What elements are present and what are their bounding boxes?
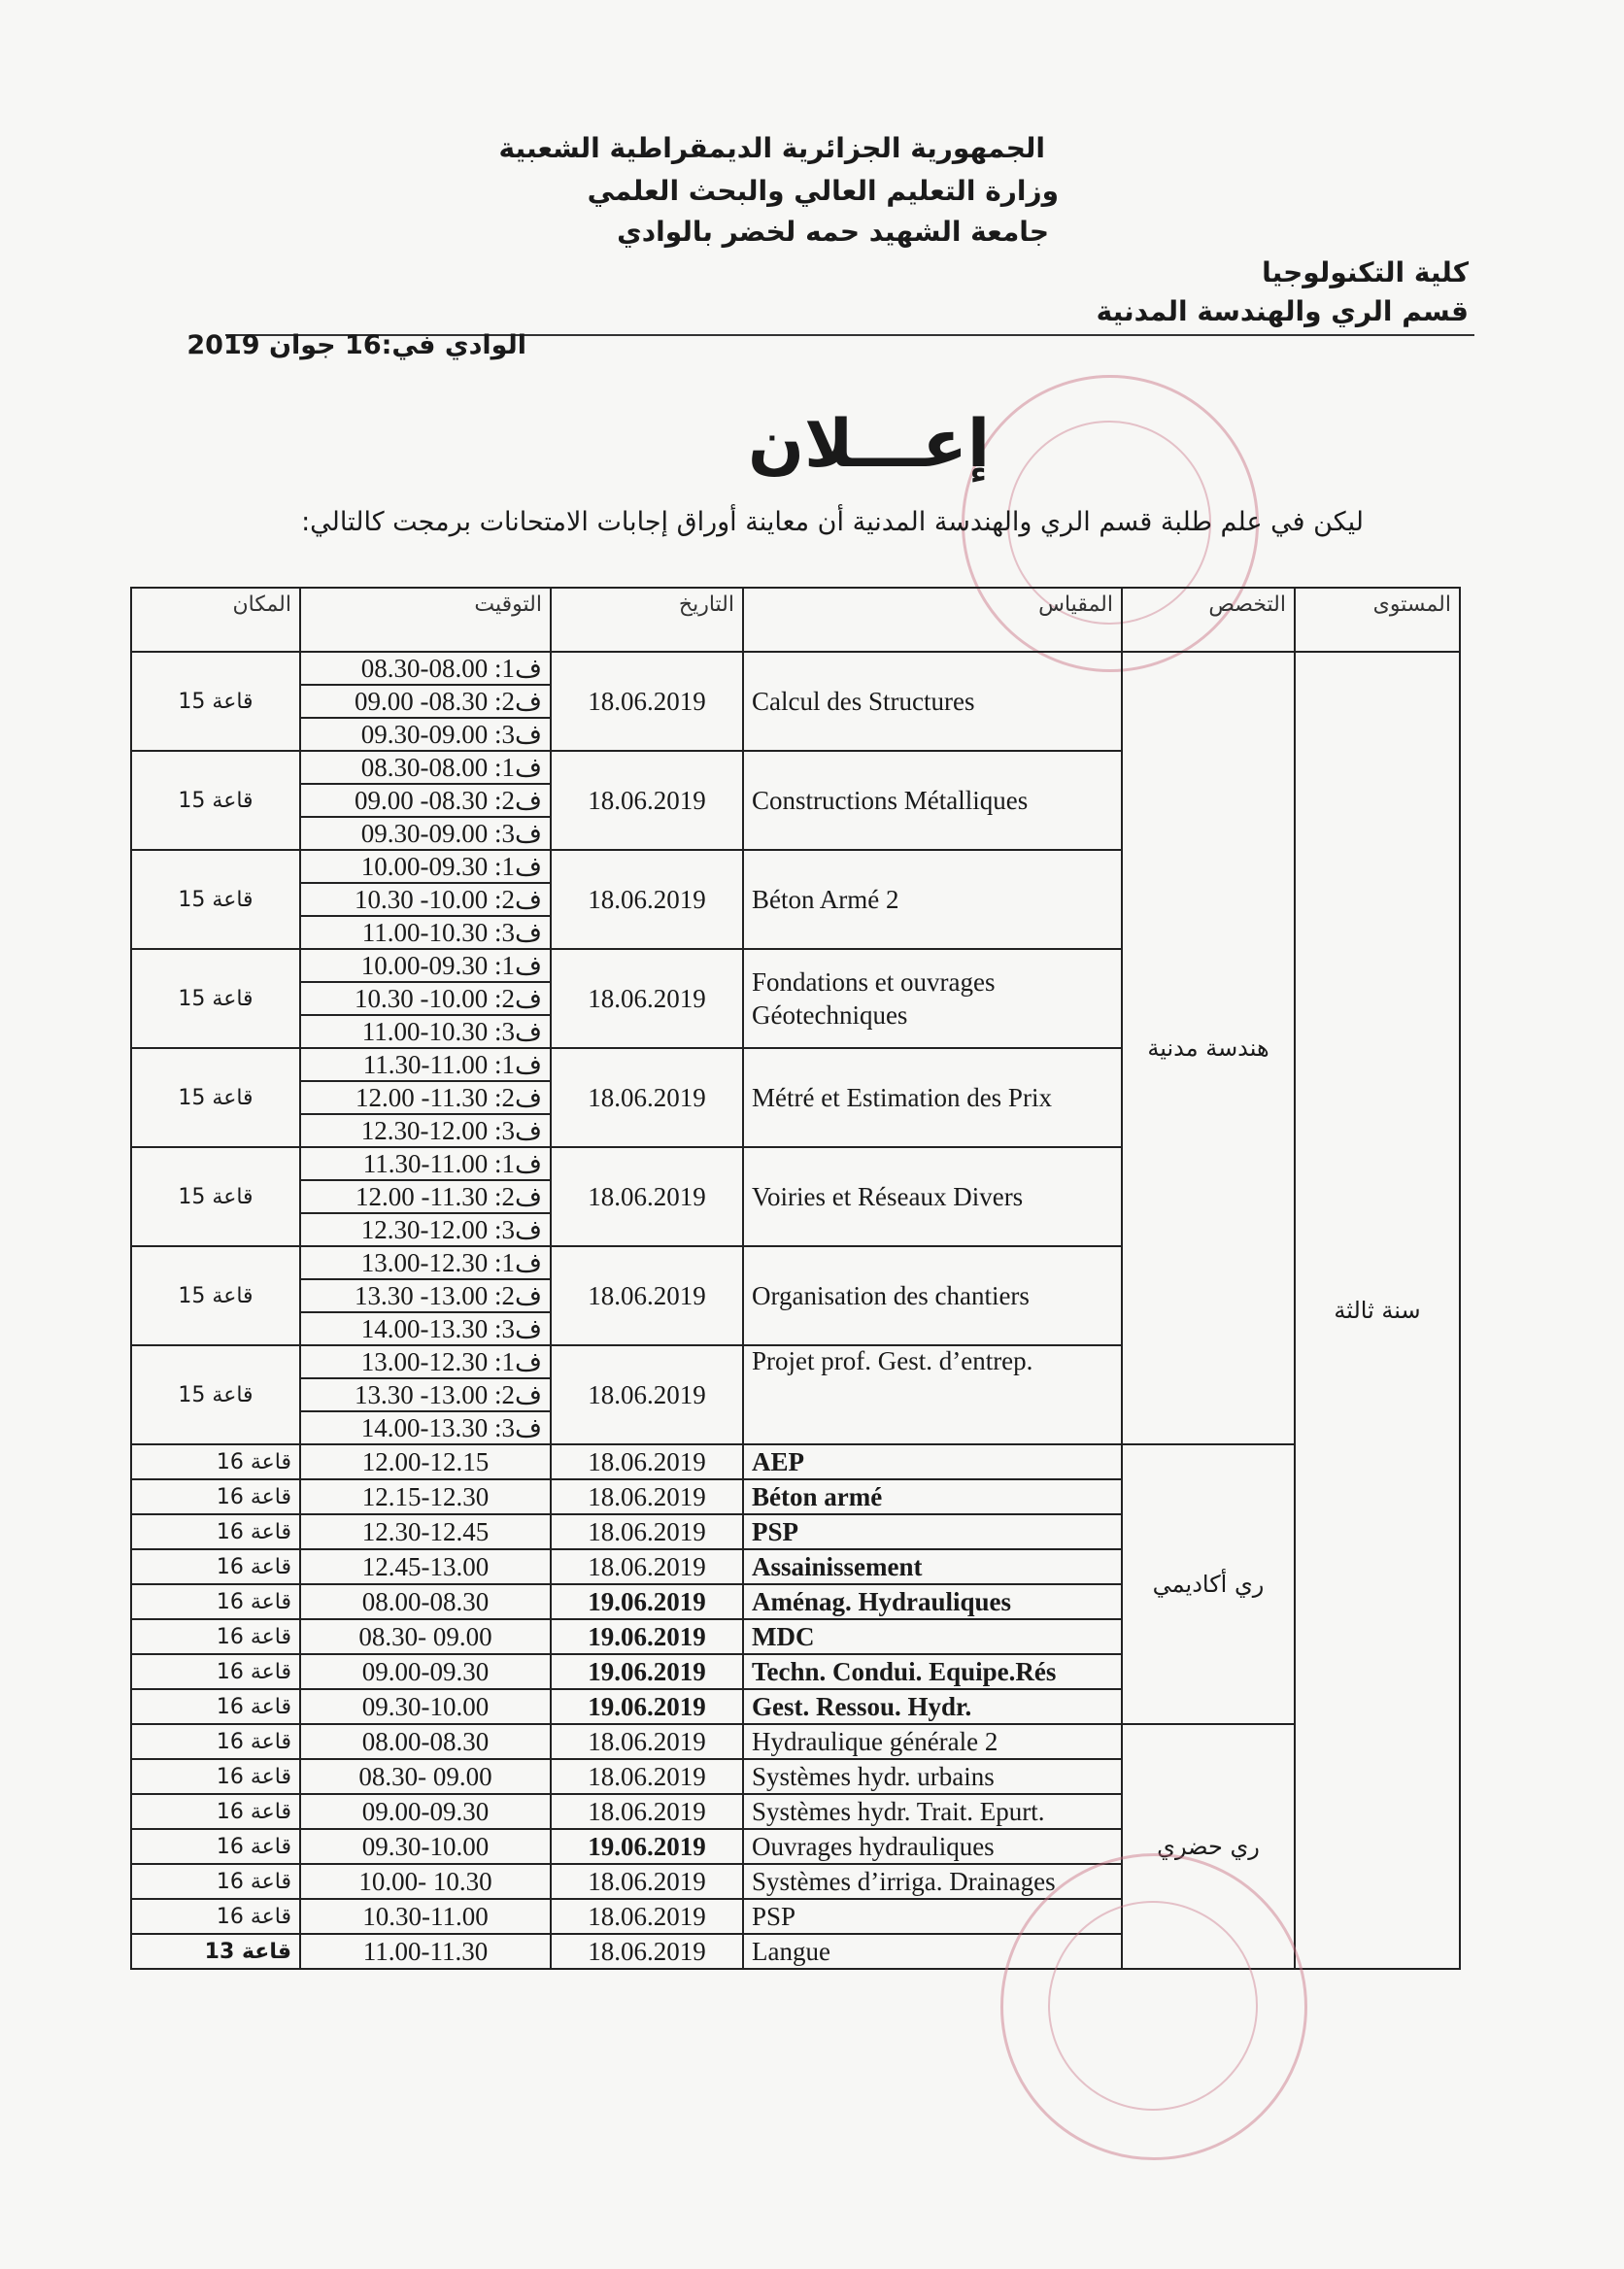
cell-time-slot: ف1: 11.00-11.30 — [300, 1147, 551, 1180]
announcement-title: إعـــلان — [748, 406, 991, 483]
cell-date: 18.06.2019 — [551, 1246, 743, 1345]
cell-module: Organisation des chantiers — [743, 1246, 1122, 1345]
cell-time: 11.00-11.30 — [300, 1934, 551, 1969]
cell-place: قاعة 15 — [131, 949, 300, 1048]
cell-date: 18.06.2019 — [551, 850, 743, 949]
cell-place: قاعة 16 — [131, 1864, 300, 1899]
cell-place: قاعة 16 — [131, 1479, 300, 1514]
cell-date: 19.06.2019 — [551, 1584, 743, 1619]
cell-time-slot: ف3: 09.00-09.30 — [300, 817, 551, 850]
cell-time-slot: ف2: 10.00- 10.30 — [300, 982, 551, 1015]
header-specialty: التخصص — [1122, 588, 1295, 652]
table-row — [131, 1724, 1460, 1759]
header-republic: الجمهورية الجزائرية الديمقراطية الشعبية — [498, 132, 1045, 164]
cell-time-slot: ف1: 11.00-11.30 — [300, 1048, 551, 1081]
cell-date: 18.06.2019 — [551, 1514, 743, 1549]
stamp-inner-ring — [1048, 1901, 1258, 2111]
header-time: التوقيت — [300, 588, 551, 652]
cell-module: Systèmes d’irriga. Drainages — [743, 1864, 1122, 1899]
header-ministry: وزارة التعليم العالي والبحث العلمي — [587, 175, 1059, 207]
schedule-table — [130, 587, 1461, 1970]
cell-module: Aménag. Hydrauliques — [743, 1584, 1122, 1619]
cell-place: قاعة 16 — [131, 1899, 300, 1934]
cell-time-slot: ف3: 13.30-14.00 — [300, 1312, 551, 1345]
table-row — [131, 1444, 1460, 1479]
cell-time: 12.15-12.30 — [300, 1479, 551, 1514]
cell-specialty: ري حضري — [1122, 1724, 1295, 1969]
cell-time: 08.00-08.30 — [300, 1584, 551, 1619]
cell-date: 18.06.2019 — [551, 1147, 743, 1246]
cell-module: Hydraulique générale 2 — [743, 1724, 1122, 1759]
cell-place: قاعة 15 — [131, 1147, 300, 1246]
cell-time: 09.30-10.00 — [300, 1689, 551, 1724]
cell-place: قاعة 16 — [131, 1654, 300, 1689]
cell-time-slot: ف3: 12.00-12.30 — [300, 1213, 551, 1246]
cell-date: 18.06.2019 — [551, 1549, 743, 1584]
cell-place: قاعة 16 — [131, 1829, 300, 1864]
cell-date: 18.06.2019 — [551, 1934, 743, 1969]
cell-date: 18.06.2019 — [551, 949, 743, 1048]
table-header-row — [131, 588, 1460, 652]
cell-level: سنة ثالثة — [1295, 652, 1460, 1969]
cell-module: Béton Armé 2 — [743, 850, 1122, 949]
cell-module: PSP — [743, 1514, 1122, 1549]
cell-date: 18.06.2019 — [551, 1759, 743, 1794]
cell-date: 18.06.2019 — [551, 1048, 743, 1147]
cell-place: قاعة 15 — [131, 1246, 300, 1345]
cell-date: 18.06.2019 — [551, 1345, 743, 1444]
header-department: قسم الري والهندسة المدنية — [1096, 295, 1469, 327]
announcement-intro: ليكن في علم طلبة قسم الري والهندسة المدنية أن معاينة أوراق إجابات الامتحانات برمجت كالتالي: — [301, 507, 1364, 537]
cell-time-slot: ف2: 13.00- 13.30 — [300, 1378, 551, 1411]
document-date: الوادي في:16 جوان 2019 — [186, 330, 526, 360]
cell-place: قاعة 15 — [131, 751, 300, 850]
cell-date: 18.06.2019 — [551, 1864, 743, 1899]
cell-module: AEP — [743, 1444, 1122, 1479]
cell-date: 18.06.2019 — [551, 1479, 743, 1514]
header-place: المكان — [131, 588, 300, 652]
cell-module: Langue — [743, 1934, 1122, 1969]
cell-time: 08.30- 09.00 — [300, 1619, 551, 1654]
cell-place: قاعة 15 — [131, 850, 300, 949]
cell-date: 19.06.2019 — [551, 1829, 743, 1864]
cell-time-slot: ف3: 12.00-12.30 — [300, 1114, 551, 1147]
cell-module: Fondations et ouvrages Géotechniques — [743, 949, 1122, 1048]
cell-time: 08.00-08.30 — [300, 1724, 551, 1759]
cell-module: Systèmes hydr. Trait. Epurt. — [743, 1794, 1122, 1829]
cell-time-slot: ف1: 09.30-10.00 — [300, 949, 551, 982]
cell-time-slot: ف3: 10.30-11.00 — [300, 1015, 551, 1048]
cell-module: Systèmes hydr. urbains — [743, 1759, 1122, 1794]
header-level: المستوى — [1295, 588, 1460, 652]
table-row — [131, 652, 1460, 685]
cell-date: 19.06.2019 — [551, 1619, 743, 1654]
cell-module: Métré et Estimation des Prix — [743, 1048, 1122, 1147]
cell-time: 12.00-12.15 — [300, 1444, 551, 1479]
cell-place: قاعة 16 — [131, 1444, 300, 1479]
header-date: التاريخ — [551, 588, 743, 652]
cell-time: 10.30-11.00 — [300, 1899, 551, 1934]
cell-module: Calcul des Structures — [743, 652, 1122, 751]
cell-time-slot: ف1: 08.00-08.30 — [300, 652, 551, 685]
cell-place: قاعة 16 — [131, 1619, 300, 1654]
cell-module: Gest. Ressou. Hydr. — [743, 1689, 1122, 1724]
cell-time: 12.30-12.45 — [300, 1514, 551, 1549]
cell-time: 09.00-09.30 — [300, 1794, 551, 1829]
cell-date: 18.06.2019 — [551, 1724, 743, 1759]
cell-place: قاعة 15 — [131, 652, 300, 751]
header-faculty: كلية التكنولوجيا — [1262, 256, 1469, 288]
cell-time: 09.00-09.30 — [300, 1654, 551, 1689]
cell-specialty: ري أكاديمي — [1122, 1444, 1295, 1724]
cell-place: قاعة 16 — [131, 1584, 300, 1619]
cell-time-slot: ف1: 08.00-08.30 — [300, 751, 551, 784]
cell-module: PSP — [743, 1899, 1122, 1934]
cell-place: قاعة 16 — [131, 1549, 300, 1584]
header-module: المقياس — [743, 588, 1122, 652]
cell-time: 12.45-13.00 — [300, 1549, 551, 1584]
cell-time-slot: ف3: 10.30-11.00 — [300, 916, 551, 949]
cell-place: قاعة 16 — [131, 1689, 300, 1724]
cell-time: 09.30-10.00 — [300, 1829, 551, 1864]
cell-time-slot: ف2: 08.30- 09.00 — [300, 784, 551, 817]
cell-date: 18.06.2019 — [551, 652, 743, 751]
header-university: جامعة الشهيد حمه لخضر بالوادي — [617, 216, 1049, 248]
cell-time-slot: ف2: 11.30- 12.00 — [300, 1180, 551, 1213]
cell-time-slot: ف1: 12.30-13.00 — [300, 1246, 551, 1279]
cell-date: 18.06.2019 — [551, 1794, 743, 1829]
cell-time-slot: ف1: 12.30-13.00 — [300, 1345, 551, 1378]
cell-module: Ouvrages hydrauliques — [743, 1829, 1122, 1864]
cell-module: Assainissement — [743, 1549, 1122, 1584]
cell-time-slot: ف2: 13.00- 13.30 — [300, 1279, 551, 1312]
cell-module: Constructions Métalliques — [743, 751, 1122, 850]
cell-time-slot: ف1: 09.30-10.00 — [300, 850, 551, 883]
cell-place: قاعة 15 — [131, 1048, 300, 1147]
cell-time-slot: ف2: 08.30- 09.00 — [300, 685, 551, 718]
cell-time: 10.00- 10.30 — [300, 1864, 551, 1899]
cell-time-slot: ف2: 10.00- 10.30 — [300, 883, 551, 916]
cell-date: 18.06.2019 — [551, 751, 743, 850]
cell-time: 08.30- 09.00 — [300, 1759, 551, 1794]
official-stamp-bottom — [1000, 1853, 1307, 2160]
cell-specialty: هندسة مدنية — [1122, 652, 1295, 1444]
cell-module: Projet prof. Gest. d’entrep. — [743, 1345, 1122, 1444]
cell-module: Béton armé — [743, 1479, 1122, 1514]
cell-place: قاعة 16 — [131, 1724, 300, 1759]
cell-time-slot: ف3: 13.30-14.00 — [300, 1411, 551, 1444]
cell-place: قاعة 13 — [131, 1934, 300, 1969]
cell-place: قاعة 15 — [131, 1345, 300, 1444]
cell-date: 19.06.2019 — [551, 1654, 743, 1689]
cell-place: قاعة 16 — [131, 1794, 300, 1829]
cell-place: قاعة 16 — [131, 1514, 300, 1549]
cell-date: 18.06.2019 — [551, 1444, 743, 1479]
cell-time-slot: ف3: 09.00-09.30 — [300, 718, 551, 751]
cell-date: 18.06.2019 — [551, 1899, 743, 1934]
cell-module: Techn. Condui. Equipe.Rés — [743, 1654, 1122, 1689]
cell-date: 19.06.2019 — [551, 1689, 743, 1724]
cell-module: Voiries et Réseaux Divers — [743, 1147, 1122, 1246]
cell-module: MDC — [743, 1619, 1122, 1654]
cell-place: قاعة 16 — [131, 1759, 300, 1794]
cell-time-slot: ف2: 11.30- 12.00 — [300, 1081, 551, 1114]
